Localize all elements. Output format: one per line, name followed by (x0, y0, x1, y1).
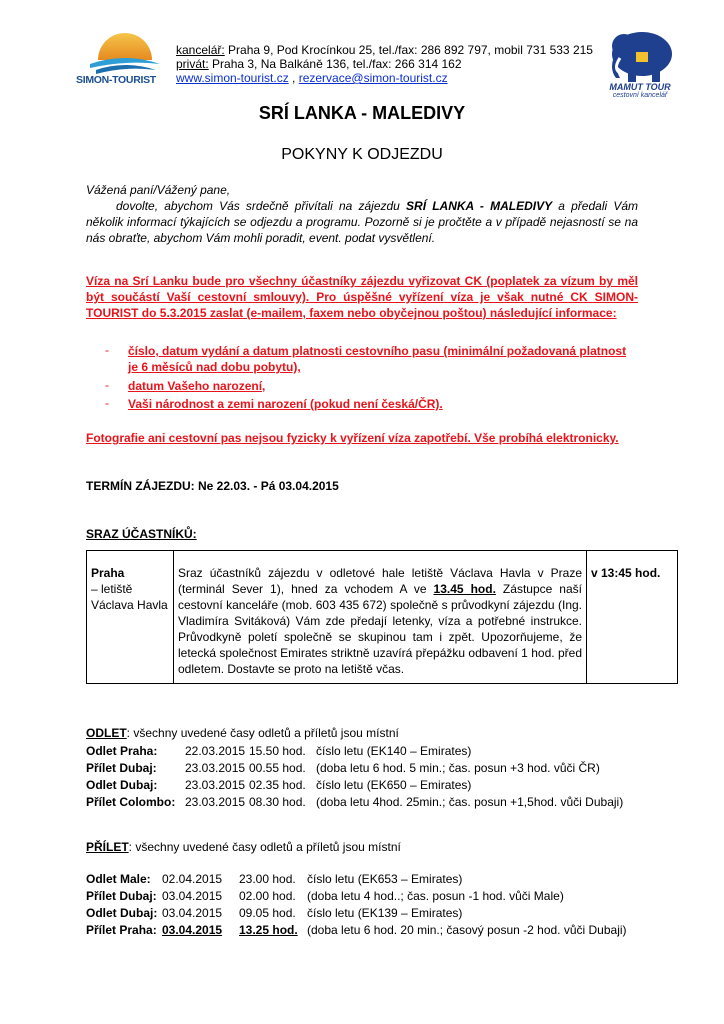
meeting-place-line: – letiště (91, 582, 133, 596)
mamut-tour-logo (598, 28, 682, 102)
departure-heading-label: ODLET (86, 726, 127, 740)
list-item-text: Vaši národnost a zemi narození (pokud není česká/ČR). (128, 397, 443, 411)
meeting-heading: SRAZ ÚČASTNÍKŮ: (86, 527, 197, 541)
intro-after: a předali Vám několik informací týkajících se odjezdu a programu. Pozorně si je pročtěte a v případě nejasností se na nás obraťte, abychom Vám mohli poradit, event. podat vysvětlení. (86, 199, 638, 245)
meeting-desc-after: Zástupce naší cestovní kanceláře (mob. 603 435 672) společně s průvodkyní zájezdu (Ing. Vladimíra Svitáková) Vám zde předají letenky, víza a potřebné instrukce. Průvodkyně poletí společně se skupinou tam i zpět. Upozorňujeme, že letecká společnost Emirates striktně uzavírá přepážku odbavení 1 hod. před odletem. Dostavte se proto na letiště včas. (178, 582, 582, 676)
flight-info: číslo letu (EK140 – Emirates) (316, 744, 472, 758)
private-text: Praha 3, Na Balkáně 136, tel./fax: 266 314 162 (208, 57, 462, 71)
bullet-dash: - (105, 343, 109, 357)
meeting-desc-before: Sraz účastníků zájezdu v odletové hale letiště Václava Havla v Praze (terminál Sever 1), hned za vchodem A ve (178, 566, 582, 596)
contact-block (176, 43, 593, 85)
meeting-description-cell (174, 551, 587, 684)
simon-tourist-logo (76, 30, 166, 102)
meeting-desc-time: 13.45 hod. (433, 582, 496, 596)
flight-label: Přílet Praha: (86, 923, 157, 937)
departure-heading-rest: : všechny uvedené časy odletů a příletů jsou místní (126, 726, 399, 740)
departure-flights (86, 743, 646, 813)
flight-label: Přílet Dubaj: (86, 889, 157, 903)
page-title: SRÍ LANKA - MALEDIVY (258, 103, 466, 123)
flight-label: Odlet Dubaj: (86, 906, 158, 920)
greeting: Vážená paní/Vážený pane, (86, 183, 231, 197)
website-link[interactable]: www.simon-tourist.cz (176, 71, 289, 85)
flight-info: číslo letu (EK650 – Emirates) (316, 778, 472, 792)
web-line (176, 71, 593, 85)
flight-info: (doba letu 6 hod. 20 min.; časový posun -2 hod. vůči Dubaji) (307, 923, 627, 937)
meeting-table (86, 550, 678, 684)
flight-date: 23.03.2015 (185, 795, 246, 809)
private-line (176, 57, 593, 71)
mamut-subtitle: cestovní kancelář (612, 92, 668, 99)
flight-date: 03.04.2015 (162, 923, 223, 937)
table-row (87, 551, 678, 684)
meeting-time-cell: v 13:45 hod. (587, 551, 678, 684)
arrival-heading-rest: : všechny uvedené časy odletů a příletů jsou místní (128, 840, 401, 854)
trip-term: TERMÍN ZÁJEZDU: Ne 22.03. - Pá 03.04.2015 (86, 479, 339, 493)
flight-info: číslo letu (EK139 – Emirates) (307, 906, 463, 920)
sun-sea-logo-icon (84, 30, 166, 102)
flight-time: 02.00 hod. (239, 889, 296, 903)
intro-before: dovolte, abychom Vás srdečně přivítali na zájezdu (116, 199, 407, 213)
flight-time: 13.25 hod. (239, 923, 298, 937)
flight-time: 15.50 hod. (249, 744, 306, 758)
bullet-dash: - (105, 396, 109, 410)
flight-time: 23.00 hod. (239, 872, 296, 886)
flight-date: 23.03.2015 (185, 778, 246, 792)
private-label: privát: (176, 57, 209, 71)
mamut-wordmark: MAMUT TOUR (609, 82, 671, 92)
meeting-place-line: Václava Havla (91, 598, 168, 612)
list-item-text: číslo, datum vydání a datum platnosti cestovního pasu (minimální požadovaná platnost je 6 měsíců nad dobu pobytu), (128, 344, 627, 374)
flight-label: Přílet Dubaj: (86, 761, 157, 775)
flight-date: 22.03.2015 (185, 744, 246, 758)
intro-trip-name: SRÍ LANKA - MALEDIVY (406, 199, 553, 213)
flight-info: číslo letu (EK653 – Emirates) (307, 872, 463, 886)
flight-date: 23.03.2015 (185, 761, 246, 775)
link-separator: , (288, 71, 299, 85)
flight-label: Odlet Dubaj: (86, 778, 158, 792)
mammoth-icon (598, 28, 682, 84)
bullet-dash: - (105, 378, 109, 392)
list-item-text: datum Vašeho narození, (128, 379, 266, 393)
flight-info: (doba letu 6 hod. 5 min.; čas. posun +3 hod. vůči ČR) (316, 761, 600, 775)
flight-label: Přílet Colombo: (86, 795, 176, 809)
meeting-place-cell (87, 551, 174, 684)
arrival-heading (86, 840, 401, 854)
meeting-city: Praha (91, 566, 125, 580)
flight-time: 02.35 hod. (249, 778, 306, 792)
email-link[interactable]: rezervace@simon-tourist.cz (298, 71, 448, 85)
intro-paragraph (86, 198, 638, 246)
departure-heading (86, 726, 399, 740)
office-text: Praha 9, Pod Krocínkou 25, tel./fax: 286 892 797, mobil 731 533 215 (224, 43, 593, 57)
flight-time: 09.05 hod. (239, 906, 296, 920)
flight-info: (doba letu 4hod. 25min.; čas. posun +1,5hod. vůči Dubaji) (316, 795, 624, 809)
arrival-heading-label: PŘÍLET (86, 840, 129, 854)
flight-time: 00.55 hod. (249, 761, 306, 775)
office-line (176, 43, 593, 57)
page-subtitle: POKYNY K ODJEZDU (281, 146, 443, 163)
arrival-flights (86, 871, 646, 941)
flight-date: 02.04.2015 (162, 872, 223, 886)
flight-label: Odlet Male: (86, 872, 151, 886)
office-label: kancelář: (176, 43, 225, 57)
flight-date: 03.04.2015 (162, 889, 223, 903)
flight-label: Odlet Praha: (86, 744, 158, 758)
photo-notice: Fotografie ani cestovní pas nejsou fyzicky k vyřízení víza zapotřebí. Vše probíhá elektronicky. (86, 431, 619, 445)
simon-tourist-wordmark: SIMON-TOURIST (76, 74, 156, 86)
visa-notice: Víza na Srí Lanku bude pro všechny účastníky zájezdu vyřizovat CK (poplatek za vízum by měl být součástí Vaší cestovní smlouvy). Pro úspěšné vyřízení víza je však nutné CK SIMON-TOURIST do 5.3.2015 zaslat (e-mailem, faxem nebo obyčejnou poštou) následující informace: (86, 274, 638, 320)
flight-time: 08.30 hod. (249, 795, 306, 809)
flight-date: 03.04.2015 (162, 906, 223, 920)
flight-info: (doba letu 4 hod..; čas. posun -1 hod. vůči Male) (307, 889, 564, 903)
